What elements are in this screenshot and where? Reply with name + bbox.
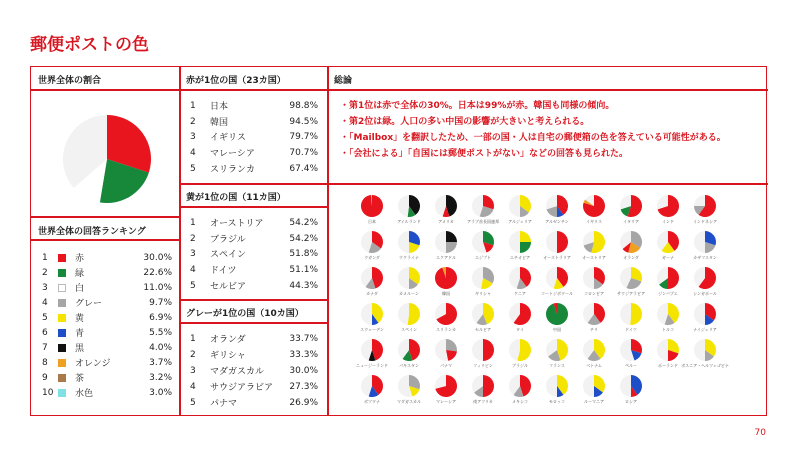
country-pie-label: イギリス [586, 219, 602, 224]
country-pie-label: アルゼンチン [545, 219, 569, 224]
country-pie-label: カナダ [366, 291, 378, 296]
country-rank: 4 [190, 264, 196, 275]
country-row [190, 216, 318, 229]
divider [179, 206, 327, 208]
ranking-percent: 22.6% [143, 267, 172, 278]
country-pie-label: ルーマニア [584, 399, 604, 404]
country-row [190, 232, 318, 245]
country-rank: 3 [190, 131, 196, 142]
country-name: セルビア [210, 282, 247, 292]
country-pie-slice [446, 242, 457, 253]
country-pie-label: アルジェリア [508, 219, 532, 224]
country-pie-label: 韓国 [442, 291, 450, 296]
country-pie-slice [546, 231, 557, 253]
country-pie-slice [398, 195, 409, 217]
divider [179, 299, 327, 301]
ranking-row [42, 251, 172, 264]
ranking-row [42, 281, 172, 294]
country-row [190, 332, 318, 345]
country-row [190, 396, 318, 409]
country-percent: 33.7% [289, 333, 318, 344]
country-pie-slice [398, 267, 409, 289]
ranking-rank: 8 [42, 357, 48, 368]
country-row [190, 247, 318, 260]
country-name: オランダ [210, 335, 246, 345]
ranking-rank: 2 [42, 267, 48, 278]
country-pie-label: シンガポール [693, 291, 717, 296]
country-pie-slice [694, 339, 705, 361]
country-pie-label: ロシア [625, 399, 637, 404]
country-rank: 2 [190, 116, 196, 127]
ranking-color-name: 白 [75, 284, 85, 294]
country-pie-label: カメルーン [399, 291, 419, 296]
country-name: ドイツ [210, 266, 237, 276]
country-pie-slice [472, 339, 483, 361]
ranking-color-name: グレー [75, 299, 103, 309]
country-pie-slice [509, 231, 520, 253]
country-pie-slice [546, 375, 557, 397]
country-pie-slice [483, 375, 494, 397]
country-rank: 3 [190, 248, 196, 259]
color-swatch [58, 269, 66, 277]
country-pie-label: フィリピン [473, 363, 493, 368]
country-pie-label: ニュージーランド [356, 363, 388, 368]
country-row [190, 279, 318, 292]
ranking-percent: 6.9% [149, 312, 172, 323]
country-percent: 51.8% [289, 248, 318, 259]
country-pie-label: オランダ [623, 255, 639, 260]
ranking-color-name: 青 [75, 329, 85, 339]
divider [327, 183, 768, 185]
ranking-color-name: 茶 [75, 374, 85, 384]
country-row [190, 99, 318, 112]
ranking-color-name: 緑 [75, 269, 85, 279]
ranking-row [42, 371, 172, 384]
divider [31, 89, 768, 91]
ranking-rank: 6 [42, 327, 48, 338]
country-pie-slice [557, 231, 568, 253]
ranking-rank: 9 [42, 372, 48, 383]
country-pie-label: ウクライナ [399, 255, 419, 260]
ranking-rank: 1 [42, 252, 48, 263]
country-rank: 2 [190, 349, 196, 360]
country-percent: 27.3% [289, 381, 318, 392]
country-pie-slice [408, 303, 420, 325]
country-pie-label: ブラジル [512, 363, 528, 368]
country-pie-label: パナマ [440, 363, 452, 368]
country-rank: 1 [190, 217, 196, 228]
ranking-row [42, 326, 172, 339]
country-pie-label: アイルランド [397, 219, 421, 224]
summary-note: ・「Mailbox」を翻訳したため、一部の国・人は自宅の郵便箱の色を答えている可能性がある。 [340, 133, 726, 143]
ranking-row [42, 296, 172, 309]
grey-countries-header: グレーが1位の国（10カ国） [186, 309, 304, 319]
country-pie-slice [446, 339, 457, 351]
country-pie-label: エジプト [475, 255, 491, 260]
country-rank: 5 [190, 280, 196, 291]
country-row [190, 348, 318, 361]
country-percent: 30.0% [289, 365, 318, 376]
ranking-row [42, 266, 172, 279]
country-pie-label: パキスタン [399, 363, 419, 368]
country-percent: 67.4% [289, 163, 318, 174]
color-swatch [58, 389, 66, 397]
red-countries-header: 赤が1位の国（23カ国） [186, 76, 286, 86]
country-rank: 5 [190, 163, 196, 174]
country-pie-label: フランス [549, 363, 565, 368]
country-pie-label: ウガンダ [364, 255, 380, 260]
country-name: ギリシャ [210, 351, 246, 361]
country-percent: 94.5% [289, 116, 318, 127]
country-pie-label: ポーランド [658, 363, 678, 368]
country-pie-slice [657, 339, 668, 361]
country-row [190, 162, 318, 175]
summary-note: ・「会社による」「自国には郵便ポストがない」などの回答も見られた。 [340, 149, 629, 159]
country-pie-label: モロッコ [549, 399, 565, 404]
country-pie-label: 中国 [553, 327, 561, 332]
country-pie-slice [620, 375, 631, 397]
country-pie-label: ナイジェリア [693, 327, 717, 332]
country-percent: 44.3% [289, 280, 318, 291]
country-pie-label: コロンビア [584, 291, 604, 296]
ranking-row [42, 311, 172, 324]
country-pie-label: ギリシャ [475, 291, 491, 296]
country-pie-label: アメリカ [438, 219, 454, 224]
ranking-percent: 3.0% [149, 387, 172, 398]
country-percent: 79.7% [289, 131, 318, 142]
country-pie-label: 日本 [368, 219, 376, 224]
ranking-color-name: オレンジ [75, 359, 111, 369]
country-pie-label: タイ [516, 327, 524, 332]
divider [179, 322, 327, 324]
country-pie-slice [398, 303, 409, 325]
country-pie-slice [446, 231, 457, 242]
summary-header: 総論 [334, 76, 353, 86]
country-pie-slice [668, 267, 679, 289]
country-rank: 4 [190, 147, 196, 158]
country-name: イギリス [210, 133, 246, 143]
yellow-countries-header: 黄が1位の国（11カ国） [186, 193, 286, 203]
ranking-rank: 5 [42, 312, 48, 323]
country-name: スリランカ [210, 165, 256, 175]
divider [179, 183, 327, 185]
country-row [190, 364, 318, 377]
country-pie-label: カザフスタン [693, 255, 717, 260]
ranking-percent: 30.0% [143, 252, 172, 263]
country-name: マレーシア [210, 149, 255, 159]
country-pie-label: ジンバブエ [658, 291, 678, 296]
country-pie-label: ボスニア・ヘルツェゴビナ [681, 363, 729, 368]
ranking-color-name: 水色 [75, 389, 94, 399]
page-title: 郵便ポストの色 [30, 35, 149, 55]
color-swatch [58, 299, 66, 307]
country-row [190, 380, 318, 393]
ranking-percent: 9.7% [149, 297, 172, 308]
overall-share-header: 世界全体の割合 [38, 76, 102, 86]
country-row [190, 130, 318, 143]
country-rank: 2 [190, 233, 196, 244]
ranking-row [42, 386, 172, 399]
color-swatch [58, 314, 66, 322]
country-pie-slice [694, 303, 705, 325]
summary-note: ・第2位は緑。人口の多い中国の影響が大きいと考えられる。 [340, 117, 590, 127]
country-pie-slice [583, 375, 594, 397]
country-rank: 4 [190, 381, 196, 392]
country-percent: 54.2% [289, 217, 318, 228]
country-name: オーストリア [210, 219, 264, 229]
ranking-rank: 7 [42, 342, 48, 353]
country-pie-slice [520, 231, 531, 242]
country-percent: 51.1% [289, 264, 318, 275]
country-pie-slice [520, 242, 531, 253]
color-swatch [58, 284, 66, 292]
ranking-percent: 4.0% [149, 342, 172, 353]
country-pie-slice [620, 303, 631, 325]
country-percent: 26.9% [289, 397, 318, 408]
country-pie-slice [509, 195, 520, 217]
country-pie-slice [483, 339, 494, 361]
overall-ranking-header: 世界全体の回答ランキング [38, 227, 146, 237]
country-pie-label: エチオピア [510, 255, 530, 260]
ranking-percent: 5.5% [149, 327, 172, 338]
country-name: パナマ [210, 399, 238, 409]
country-pie-label: チリ [590, 327, 598, 332]
country-pie-label: スリランカ [436, 327, 456, 332]
ranking-color-name: 黄 [75, 314, 85, 324]
overall-pie-chart [60, 112, 154, 206]
country-pie-label: スウェーデン [360, 327, 384, 332]
country-pie-slice [694, 231, 705, 253]
country-name: マダガスカル [210, 367, 265, 377]
color-swatch [58, 374, 66, 382]
country-pie-slice [361, 303, 372, 325]
ranking-row [42, 341, 172, 354]
country-pie-label: イタリア [623, 219, 639, 224]
country-name: 韓国 [210, 118, 229, 128]
country-pie-label: インドネシア [693, 219, 717, 224]
country-pie-label: オーストリア [582, 255, 606, 260]
country-name: ブラジル [210, 235, 246, 245]
ranking-percent: 11.0% [143, 282, 172, 293]
ranking-rank: 3 [42, 282, 48, 293]
country-percent: 98.8% [289, 100, 318, 111]
country-percent: 33.3% [289, 349, 318, 360]
country-pie-label: コートジボワール [541, 291, 573, 296]
country-percent: 54.2% [289, 233, 318, 244]
country-pie-label: セルビア [475, 327, 491, 332]
country-pie-slice [435, 231, 446, 253]
country-pie-label: ベトナム [586, 363, 602, 368]
summary-note: ・第1位は赤で全体の30%。日本は99%が赤。韓国も同様の傾向。 [340, 101, 615, 111]
country-pie-label: マレーシア [436, 399, 456, 404]
country-rank: 5 [190, 397, 196, 408]
country-rank: 1 [190, 333, 196, 344]
country-pie-label: スペイン [401, 327, 417, 332]
page-number: 70 [754, 428, 766, 438]
country-row [190, 115, 318, 128]
country-name: 日本 [210, 102, 229, 112]
country-pie-label: ガーナ [662, 255, 674, 260]
country-name: スペイン [210, 250, 247, 260]
color-swatch [58, 254, 66, 262]
country-pie-label: ペルー [625, 363, 637, 368]
color-swatch [58, 329, 66, 337]
divider [31, 239, 179, 241]
ranking-color-name: 黒 [75, 344, 85, 354]
country-pie-grid [356, 190, 740, 410]
color-swatch [58, 359, 66, 367]
country-pie-label: ボツワナ [364, 399, 380, 404]
country-rank: 1 [190, 100, 196, 111]
country-pie-label: マダガスカル [397, 399, 421, 404]
country-name: サウジアラビア [210, 383, 274, 393]
country-pie-label: トルコ [662, 327, 674, 332]
country-pie-slice [398, 231, 409, 253]
country-pie-label: ドイツ [625, 327, 637, 332]
country-pie-label: オーストラリア [543, 255, 571, 260]
ranking-rank: 4 [42, 297, 48, 308]
ranking-percent: 3.7% [149, 357, 172, 368]
ranking-color-name: 赤 [75, 254, 85, 264]
country-pie-label: インド [662, 219, 674, 224]
country-pie-label: メキシコ [512, 399, 528, 404]
country-pie-label: 南アフリカ [473, 399, 493, 404]
divider [327, 67, 329, 415]
country-pie-label: エクアドル [436, 255, 456, 260]
country-pie-slice [472, 267, 483, 289]
country-rank: 3 [190, 365, 196, 376]
country-row [190, 146, 318, 159]
country-pie-label: アラブ首長国連邦 [467, 219, 499, 224]
color-swatch [58, 344, 66, 352]
country-percent: 70.7% [289, 147, 318, 158]
country-pie-slice [630, 303, 642, 325]
country-pie-slice [694, 195, 705, 206]
ranking-row [42, 356, 172, 369]
country-pie-label: ケニア [514, 291, 526, 296]
divider [31, 216, 179, 218]
country-pie-label: サウジアラビア [617, 291, 645, 296]
ranking-rank: 10 [42, 387, 54, 398]
divider [179, 67, 181, 415]
country-row [190, 263, 318, 276]
ranking-percent: 3.2% [149, 372, 172, 383]
country-pie-slice [583, 267, 594, 289]
